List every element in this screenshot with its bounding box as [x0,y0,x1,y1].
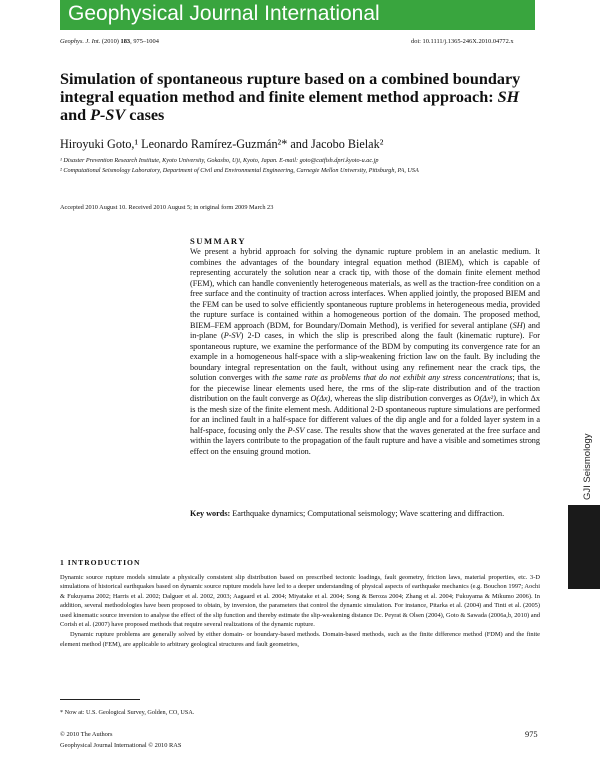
footnote: * Now at: U.S. Geological Survey, Golden, CO, USA. [60,709,195,716]
doi[interactable]: doi: 10.1111/j.1365-246X.2010.04772.x [411,38,514,45]
citation-line: Geophys. J. Int. (2010) 183, 975–1004 [60,38,159,45]
intro-paragraph-1: Dynamic source rupture models simulate a physically consistent slip distribution based on prescribed tectonic loadings, fault geometry, friction laws, material properties, etc. 3-D simulations of historical earthquakes based on dynamic source rupture models have led to a deeper understanding of physical aspects of earthquake mechanics (e.g. Bouchon 1997; Aochi & Fukuyama 2002; Harris et al. 2002; Dalguer et al. 2002, 2003; Aagaard et al. 2004; Miyatake et al. 2004; Song & Beroza 2004; Zhang et al. 2004; Fukuyama & Mikumo 2006). In addition, several methodologies have been proposed to obtain, by inversion, the parameters that control the dynamic simulation. For instance, Pitarka et al. (2004) and Tinti et al. (2005) used kinematic source inversion to analyse the effect of the slip function and thereby estimate the slip-weakening distance Dc. Peyrat & Olsen (2004), Goto & Sawada (2006a,b, 2010) and Corish et al. (2007) have proposed methods that require several realizations of the dynamic rupture. [60,574,540,629]
journal-logo-icon [571,3,600,27]
author-list: Hiroyuki Goto,¹ Leonardo Ramírez-Guzmán²* and Jacobo Bielak² [60,137,384,151]
section-side-tab [568,505,600,589]
copyright-journal: Geophysical Journal International © 2010 RAS [60,742,182,749]
journal-banner [60,0,535,30]
affiliation-1: ¹ Disaster Prevention Research Institute, Kyoto University, Gokasho, Uji, Kyoto, Japan. E-mail: goto@catfish.dpri.kyoto-u.ac.jp [60,157,379,164]
intro-paragraph-2: Dynamic rupture problems are generally solved by either domain- or boundary-based methods. Domain-based methods, such as the finite difference method (FDM) and the finite element method (FEM), are applicable to arbitrary geological structures and fault geometries, [60,631,540,648]
summary-text: We present a hybrid approach for solving the dynamic rupture problem in an anelastic medium. It combines the advantages of the boundary integral equation method (BIEM), which is capable of representing accurately the solution near a crack tip, with those of the domain finite element method (FEM), which can handle conveniently heterogeneous materials, as well as the traction-free condition on a free surface and the continuity of traction across interfaces. When applied jointly, the proposed BIEM and the FEM can be used to solve efficiently spontaneous rupture problems in heterogeneous media, provided the rupture surface is contained within a homogeneous portion of the domain. The proposed method, BIEM–FEM approach (BDM, for Boundary/Domain Method), is verified for several antiplane (SH) and in-plane (P-SV) 2-D cases, in which the slip is prescribed along the fault (kinematic rupture). For spontaneous rupture, we examine the performance of the BDM by computing its convergence rate for an example in a homogeneous half-space with a slip-weakening friction law on the fault. By including the boundary integral representation on the fault, without using any refinement near the crack tips, the solution converges with the same rate as problems that do not exhibit any stress concentrations; that is, for the piecewise linear elements used here, the rms of the slip-rate distribution and of the traction distribution on the fault converge as O(Δx), whereas the slip distribution converges as O(Δx²), in which Δx is the mesh size of the finite element mesh. Additional 2-D spontaneous rupture simulations are performed for an inclined fault in a half-space for different values of the dip angle and for a folded layer system in a half-space, focusing only the P-SV case. The results show that the waves generated at the free surface and within the layers contribute to the propagation of the fault rupture and have a visible and sometimes strong effect on the ensuing ground motion. [190,247,541,456]
page-number: 975 [525,730,538,739]
introduction-body [60,573,540,650]
footnote-rule [60,699,140,700]
journal-banner-title: Geophysical Journal International [68,2,380,25]
affiliation-2: ² Computational Seismology Laboratory, Department of Civil and Environmental Engineering, Carnegie Mellon University, Pittsburgh, PA, USA [60,167,419,174]
introduction-heading: 1 INTRODUCTION [60,558,141,567]
section-side-label: GJI Seismology [582,433,593,500]
article-title: Simulation of spontaneous rupture based on a combined boundary integral equation method and finite element method approach: SH and P-SV cases [60,70,521,124]
summary-heading: SUMMARY [190,236,247,246]
accepted-dates: Accepted 2010 August 10. Received 2010 August 5; in original form 2009 March 23 [60,204,274,211]
keywords: Key words: Earthquake dynamics; Computational seismology; Wave scattering and diffraction. [190,509,505,518]
copyright-authors: © 2010 The Authors [60,731,113,738]
